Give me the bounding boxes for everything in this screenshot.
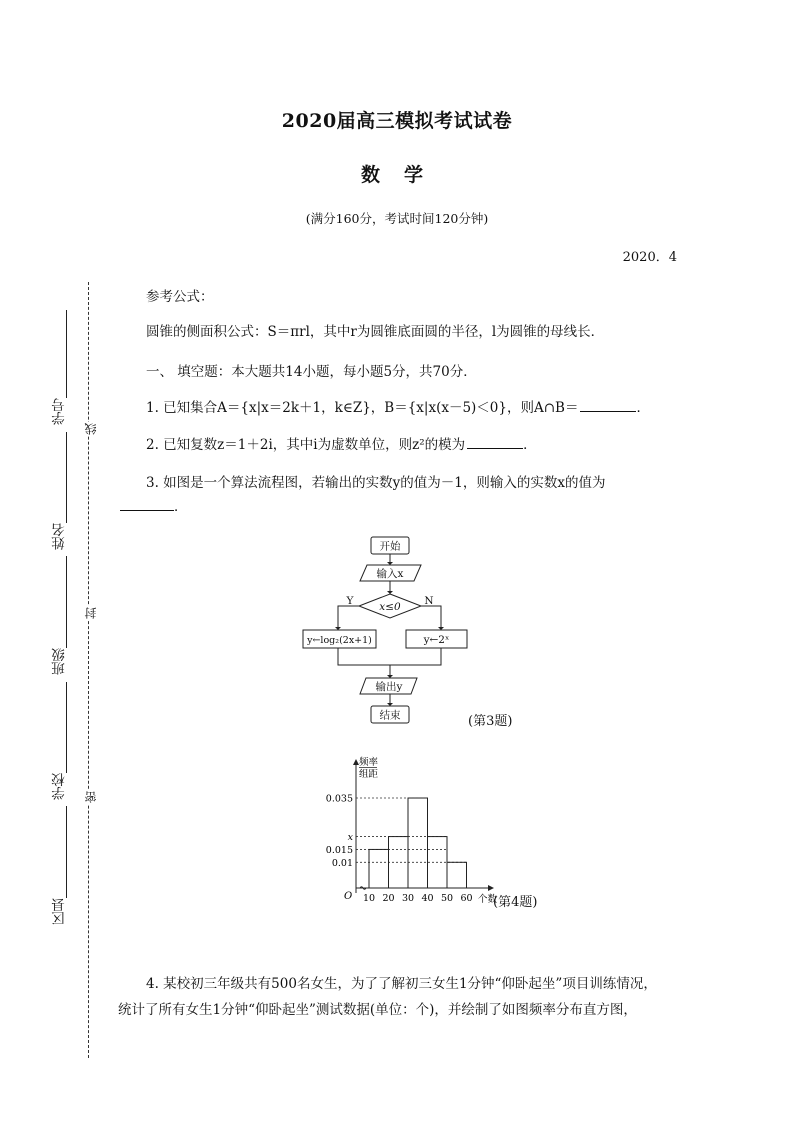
flow-end-text: 结束 bbox=[379, 709, 401, 722]
field-student-id-line bbox=[66, 310, 67, 398]
exam-note: (满分160分，考试时间120分钟) bbox=[305, 211, 489, 226]
histogram-ylabel-top: 频率 bbox=[359, 757, 379, 768]
exam-title: 2020届高三模拟考试试卷 bbox=[281, 110, 513, 132]
histogram-x-tick-label: 50 bbox=[440, 893, 454, 904]
question-4-line1: 4. 某校初三年级共有500名女生，为了了解初三女生1分钟“仰卧起坐”项目训练情况， bbox=[146, 976, 657, 992]
question-1-end: ． bbox=[636, 400, 650, 416]
question-2-text: 2. 已知复数z＝1＋2i，其中i为虚数单位，则z²的模为 bbox=[146, 437, 466, 453]
flow-start-text: 开始 bbox=[379, 540, 401, 553]
seal-char-mi: 密 bbox=[84, 791, 98, 803]
histogram-x-tick-label: 40 bbox=[421, 893, 434, 904]
flow-yes-label: Y bbox=[346, 595, 354, 607]
histogram-origin: O bbox=[344, 891, 353, 902]
field-district-line bbox=[66, 806, 67, 898]
field-class-label: 班级 bbox=[52, 648, 68, 675]
question-2-end: ． bbox=[523, 437, 537, 453]
flow-condition-text: x≤0 bbox=[379, 601, 401, 613]
question-3-end: ． bbox=[174, 499, 188, 515]
histogram-chart bbox=[320, 753, 560, 913]
flow-merge-line bbox=[338, 648, 441, 665]
histogram-x-tick-label: 60 bbox=[460, 893, 473, 904]
formula-heading: 参考公式： bbox=[146, 289, 214, 305]
question-2 bbox=[146, 433, 537, 453]
question-3-blank bbox=[120, 497, 174, 511]
flow-input-text: 输入x bbox=[376, 568, 404, 580]
figure-3-caption: (第3题) bbox=[468, 714, 513, 729]
field-district-label: 区县 bbox=[52, 898, 68, 925]
histogram-xlabel: 个数 bbox=[478, 894, 498, 905]
histogram-y-tick-label: 0.035 bbox=[325, 793, 353, 805]
flow-no-line bbox=[421, 606, 441, 630]
flow-left-text: y←log₂(2x+1) bbox=[307, 635, 372, 646]
question-1-text: 1. 已知集合A＝{x|x＝2k＋1，k∈Z}，B＝{x|x(x－5)＜0}，则A∩B＝ bbox=[146, 400, 579, 416]
histogram-y-tick-label: x bbox=[347, 832, 353, 844]
question-2-blank bbox=[467, 435, 523, 449]
flow-right-text: y←2ˣ bbox=[423, 634, 450, 646]
histogram-bar bbox=[447, 862, 467, 888]
question-4-line2: 统计了所有女生1分钟“仰卧起坐”测试数据(单位：个)，并绘制了如图频率分布直方图， bbox=[118, 1002, 637, 1018]
histogram-x-tick-label: 30 bbox=[401, 893, 415, 904]
question-3-line1: 3. 如图是一个算法流程图，若输出的实数y的值为－1，则输入的实数x的值为 bbox=[146, 475, 606, 491]
binding-dashed-line bbox=[88, 282, 89, 1058]
exam-date: 2020．4 bbox=[622, 250, 677, 265]
flow-yes-line bbox=[338, 606, 359, 630]
histogram-x-tick-label: 10 bbox=[362, 893, 376, 904]
question-1-blank bbox=[580, 398, 636, 412]
field-name-label: 姓名 bbox=[52, 523, 68, 550]
field-name-line bbox=[66, 432, 67, 523]
figure-4-caption: (第4题) bbox=[493, 895, 538, 910]
section-heading: 一、 填空题：本大题共14小题，每小题5分，共70分． bbox=[146, 364, 477, 380]
field-school-label: 学校 bbox=[52, 773, 68, 800]
question-3-line2 bbox=[118, 495, 188, 515]
field-school-line bbox=[66, 682, 67, 773]
field-student-id-label: 学号 bbox=[52, 398, 68, 425]
histogram-bar bbox=[408, 798, 428, 888]
histogram-y-tick-label: 0.015 bbox=[325, 844, 353, 856]
field-class-line bbox=[66, 556, 67, 648]
seal-char-xian: 线 bbox=[84, 423, 98, 435]
formula-text: 圆锥的侧面积公式：S＝πrl，其中r为圆锥底面圆的半径，l为圆锥的母线长． bbox=[146, 324, 605, 340]
subject-title: 数学 bbox=[360, 164, 447, 186]
flowchart bbox=[300, 534, 550, 729]
histogram-ylabel-bottom: 组距 bbox=[359, 769, 379, 780]
seal-char-feng: 封 bbox=[84, 607, 98, 619]
histogram-y-tick-label: 0.01 bbox=[331, 857, 353, 869]
question-1 bbox=[146, 396, 650, 416]
flow-no-label: N bbox=[424, 595, 434, 607]
histogram-bar bbox=[369, 849, 389, 888]
histogram-x-tick-label: 20 bbox=[382, 893, 395, 904]
flow-output-text: 输出y bbox=[375, 681, 403, 693]
